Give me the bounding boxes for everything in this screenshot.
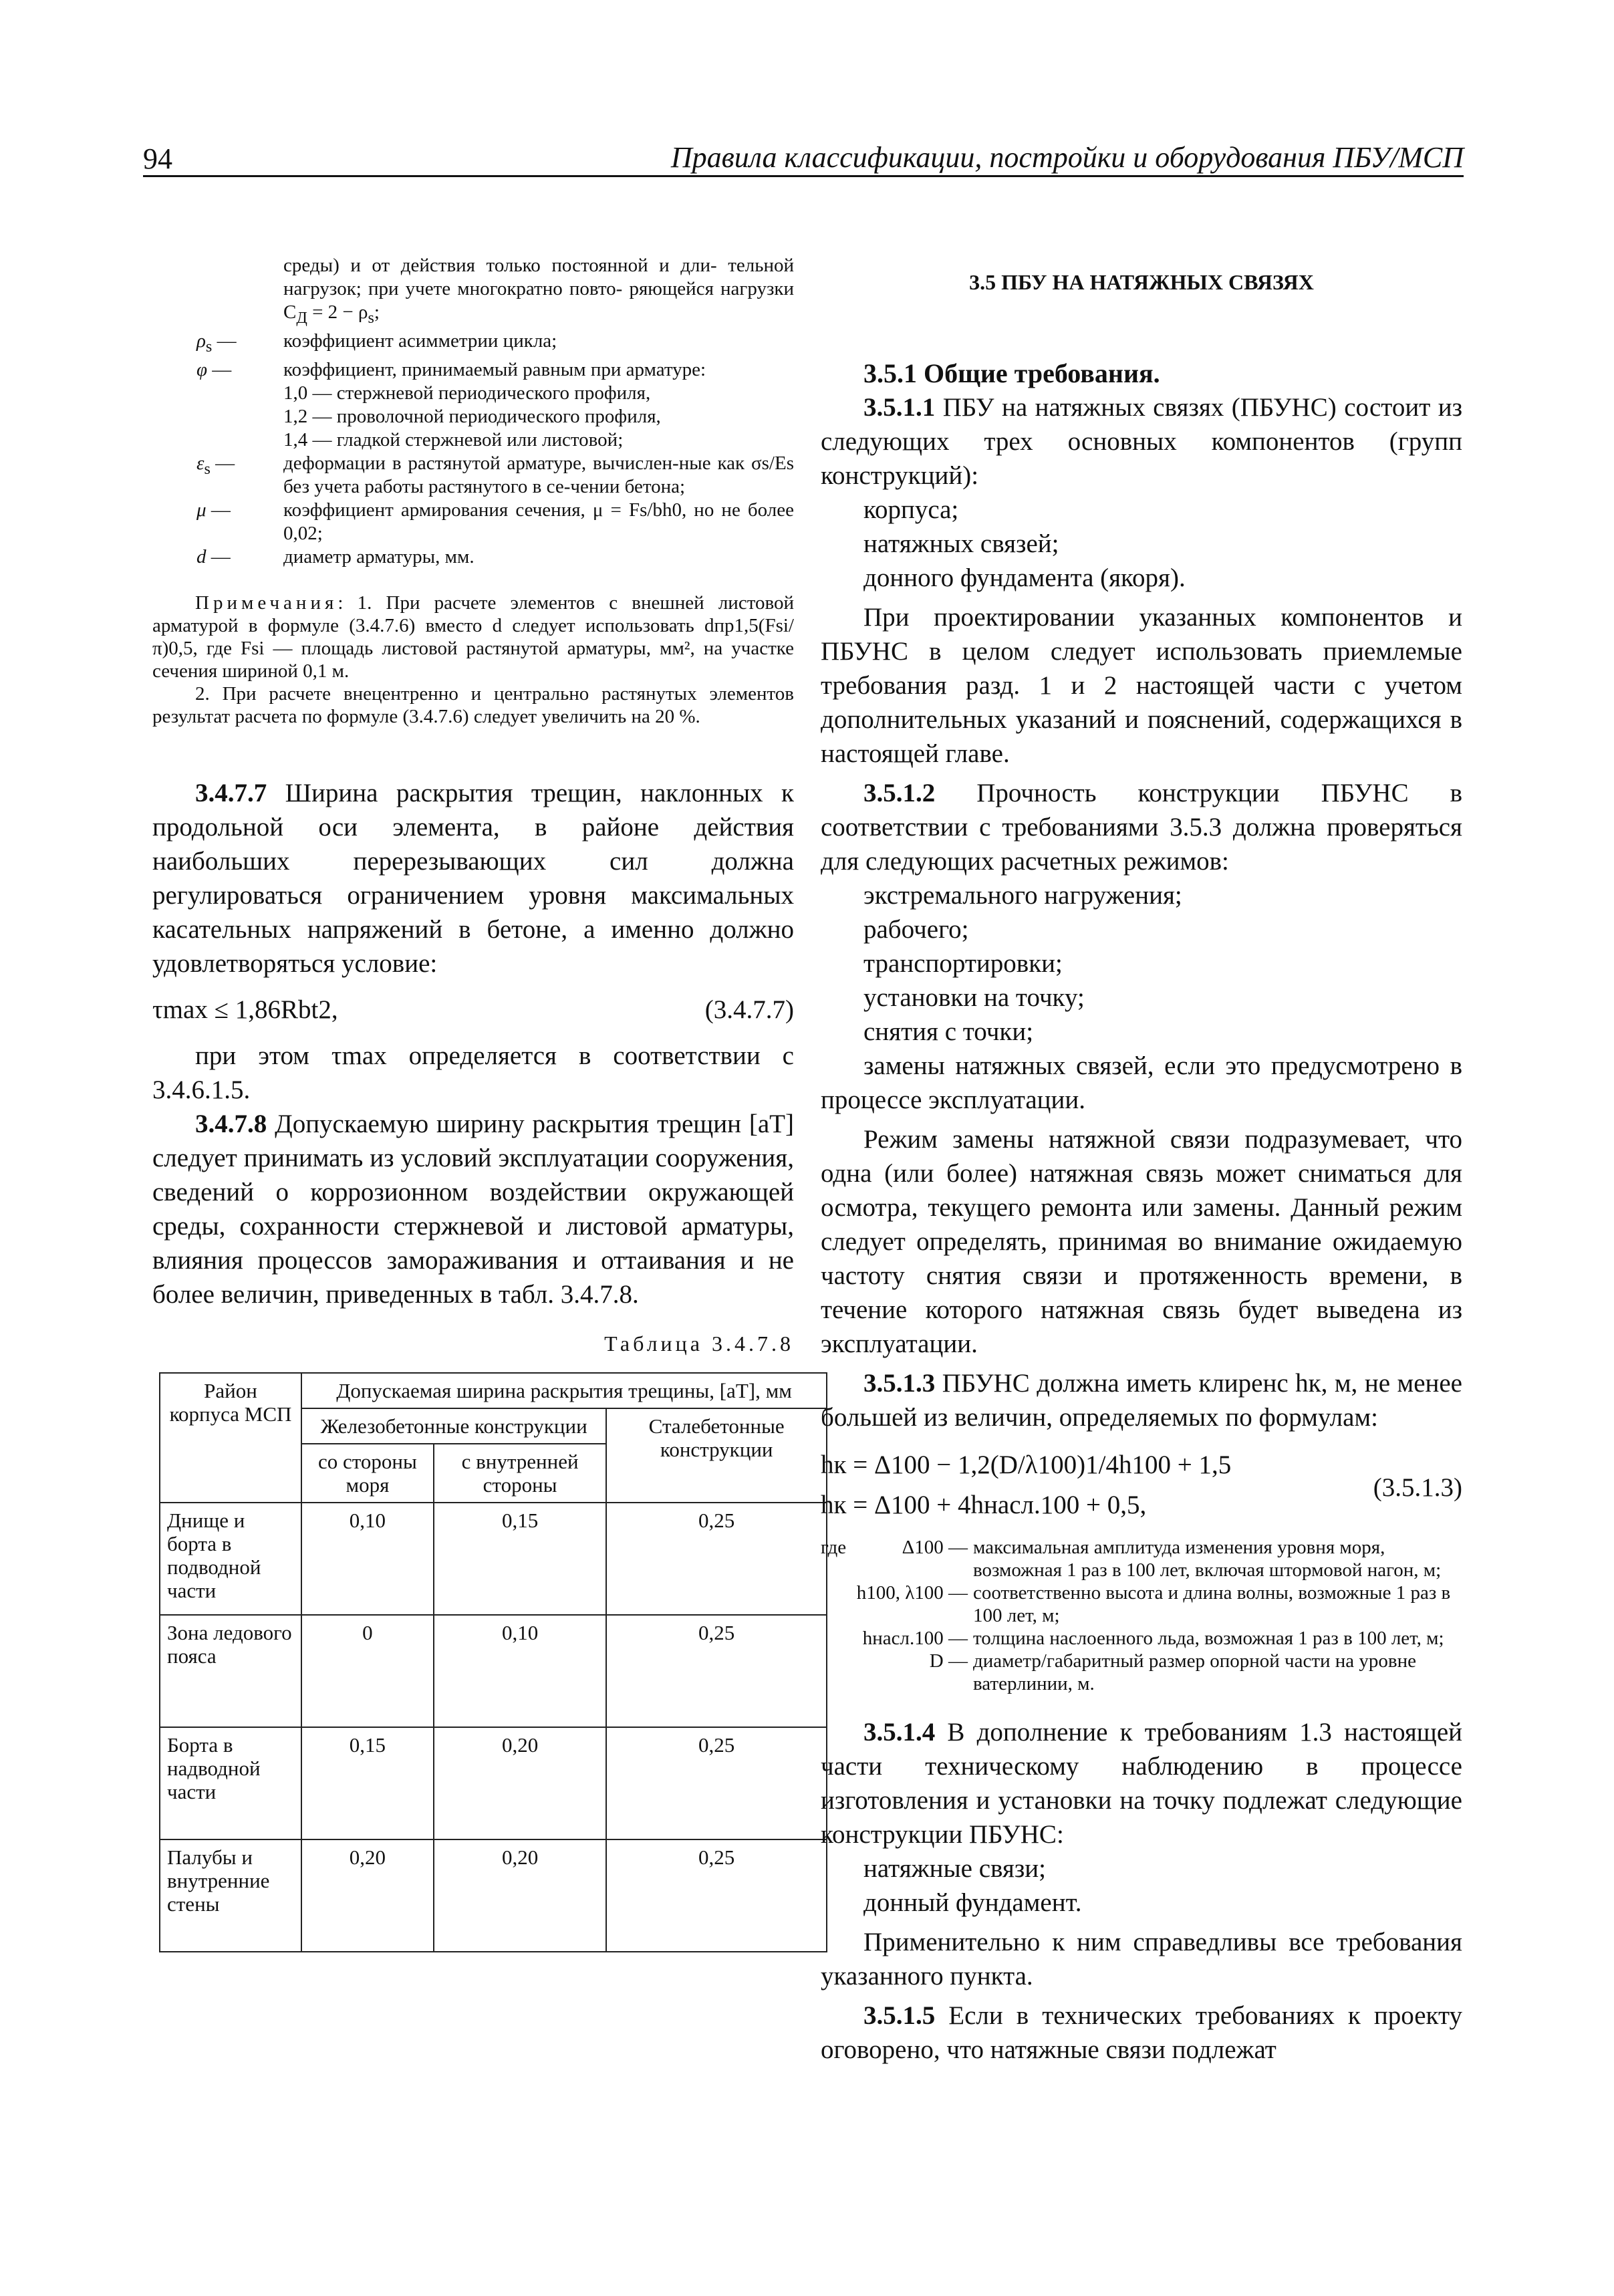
th-sea: со стороны моря xyxy=(301,1444,434,1503)
list-item: натяжные связи; xyxy=(863,1854,1046,1883)
header-rule xyxy=(143,175,1464,177)
running-title: Правила классификации, постройки и оборудования ПБУ/МСП xyxy=(670,141,1464,174)
list-item: натяжных связей; xyxy=(863,529,1059,558)
table-row: Днище и борта в подводной части 0,10 0,15 0,25 xyxy=(160,1503,827,1615)
formula-3513: hк = Δ100 − 1,2(D/λ100)1/4h100 + 1,5 hк = Δ100 + 4hнасл.100 + 0,5, (3.5.1.3) xyxy=(821,1450,1462,1519)
table-title: Таблица 3.4.7.8 xyxy=(604,1331,794,1356)
th-rc: Железобетонные конструкции xyxy=(301,1408,606,1444)
list-item: рабочего; xyxy=(863,915,969,944)
phi-item: 1,0 — стержневой периодического профиля, xyxy=(283,382,651,404)
continuation-text: среды) и от действия только постоянной и дли- тельной нагрузок; при учете многократно повто- ряющейся нагрузки $C_Д = 2 - \rho_s$; xyxy=(283,255,795,327)
list-item: корпуса; xyxy=(863,495,959,524)
phi-item: 1,2 — проволочной периодического профиля, xyxy=(283,405,661,427)
left-column xyxy=(152,254,794,1952)
table-row: Палубы и внутренние стены 0,20 0,20 0,25 xyxy=(160,1839,827,1952)
th-region: Район корпуса МСП xyxy=(160,1373,301,1503)
paragraph-3511: 3.5.1.1 ПБУ на натяжных связях (ПБУНС) состоит из следующих трех основных компонентов (групп конструкций): корпуса; натяжных связей; донного фундамента (якоря). При проектировании указанных компонентов и ПБУНС в целом следует использовать приемлемые требования разд. 1 и 2 настоящей части с учетом дополнительных указаний и пояснений, содержащихся в настоящей главе. 3.5.1.2 Прочность конструкции ПБУНС в соответствии с требованиями 3.5.3 должна проверяться для следующих расчетных режимов: экстремального нагружения; рабочего; транспортировки; установки на точку; снятия с точки; замены натяжных связей, если это предусмотрено в процессе эксплуатации. Режим замены натяжной связи подразумевает, что одна (или более) натяжная связь может сниматься для осмотра, текущего ремонта или замены. Данный режим следует определять, принимая во внимание ожидаемую частоту снятия связи и протяженность времени, в течение которого натяжная связь будет выведена из эксплуатации. 3.5.1.3 ПБУНС должна иметь клиренс hк, м, не менее большей из величин, определяемых по формулам: xyxy=(821,393,1462,1432)
paragraph-3478: 3.4.7.8 Допускаемую ширину раскрытия трещин [aT] следует принимать из условий эксплуатации сооружения, сведений о коррозионном воздействии окружающей среды, сохранности стержневой и листовой арматуры, влияния процессов замораживания и оттаивания и не более величин, приведенных в табл. 3.4.7.8. xyxy=(152,1109,794,1309)
subsection-351: 3.5.1 Общие требования. xyxy=(863,358,1160,388)
section-title: 3.5 ПБУ НА НАТЯЖНЫХ СВЯЗЯХ xyxy=(969,270,1314,294)
where-block: где Δ100 — максимальная амплитуда изменения уровня моря, возможная 1 раз в 100 лет, включая штормовой нагон, м; h100, λ100 — соответственно высота и длина волны, возможные 1 раз в 100 лет, м; hнасл.100 — толщина наслоенного льда, возможная 1 раз в 100 лет, м; D — диаметр/габаритный размер опорной части на уровне ватерлинии, м. xyxy=(821,1537,1451,1694)
def-mu: μ — коэффициент армирования сечения, μ = Fs/bh0, но не более 0,02; xyxy=(196,499,794,544)
list-item: транспортировки; xyxy=(863,949,1063,978)
notes-label: Примечания xyxy=(195,592,338,614)
list-item: снятия с точки; xyxy=(863,1017,1034,1046)
phi-item: 1,4 — гладкой стержневой или листовой; xyxy=(283,428,624,451)
paragraph-3514: 3.5.1.4 В дополнение к требованиям 1.3 настоящей части техническому наблюдению в процессе изготовления и установки на точку подлежат следующие конструкции ПБУНС: натяжные связи; донный фундамент. Применительно к ним справедливы все требования указанного пункта. 3.5.1.5 Если в технических требованиях к проекту оговорено, что натяжные связи подлежат xyxy=(821,1718,1462,2064)
def-epsilon: $\varepsilon_s$ — деформации в растянутой арматуре, вычислен-ные как σs/Es без учета работы растянутого в се-чении бетона; xyxy=(196,452,794,497)
table-row: Борта в надводной части 0,15 0,20 0,25 xyxy=(160,1727,827,1839)
list-item: установки на точку; xyxy=(863,983,1085,1012)
def-rho: $\rho_s$ — коэффициент асимметрии цикла; xyxy=(196,330,557,356)
page-number: 94 xyxy=(143,142,172,175)
th-allowed: Допускаемая ширина раскрытия трещины, [aT], мм xyxy=(301,1373,827,1408)
right-column xyxy=(821,254,1462,2067)
paragraph-3477: 3.4.7.7 Ширина раскрытия трещин, наклонных к продольной оси элемента, в районе действия наибольших перерезывающих сил должна регулироваться ограничением уровня максимальных касательных напряжений в бетоне, а именно должно удовлетворяться условие: xyxy=(152,778,794,978)
def-phi: φ — коэффициент, принимаемый равным при арматуре: 1,0 — стержневой периодического профиля, 1,2 — проволочной периодического профиля, 1,4 — гладкой стержневой или листовой; xyxy=(152,358,794,452)
def-d: d — диаметр арматуры, мм. xyxy=(196,545,475,567)
th-inner: с внутренней стороны xyxy=(434,1444,607,1503)
table-row: Зона ледового пояса 0 0,10 0,25 xyxy=(160,1615,827,1727)
notes: Примечания: 1. При расчете элементов с внешней листовой арматурой в формуле (3.4.7.6) вместо d следует использовать dпр1,5(Fsi/π)0,5, где Fsi — площадь листовой растянутой арматуры, мм², на участке сечения шириной 0,1 м. 2. При расчете внецентренно и центрально растянутых элементов результат расчета по формуле (3.4.7.6) следует увеличить на 20 %. xyxy=(152,592,794,727)
paragraph-tau: при этом τmax определяется в соответствии с 3.4.6.1.5. xyxy=(152,1041,794,1104)
formula-3477: τmax ≤ 1,86Rbt2, (3.4.7.7) xyxy=(152,995,794,1024)
list-item: донный фундамент. xyxy=(863,1888,1082,1917)
list-item: экстремального нагружения; xyxy=(863,881,1182,910)
crack-width-table xyxy=(159,1372,827,1952)
list-item: донного фундамента (якоря). xyxy=(863,563,1186,592)
th-steel: Сталебетонные конструкции xyxy=(606,1408,827,1503)
